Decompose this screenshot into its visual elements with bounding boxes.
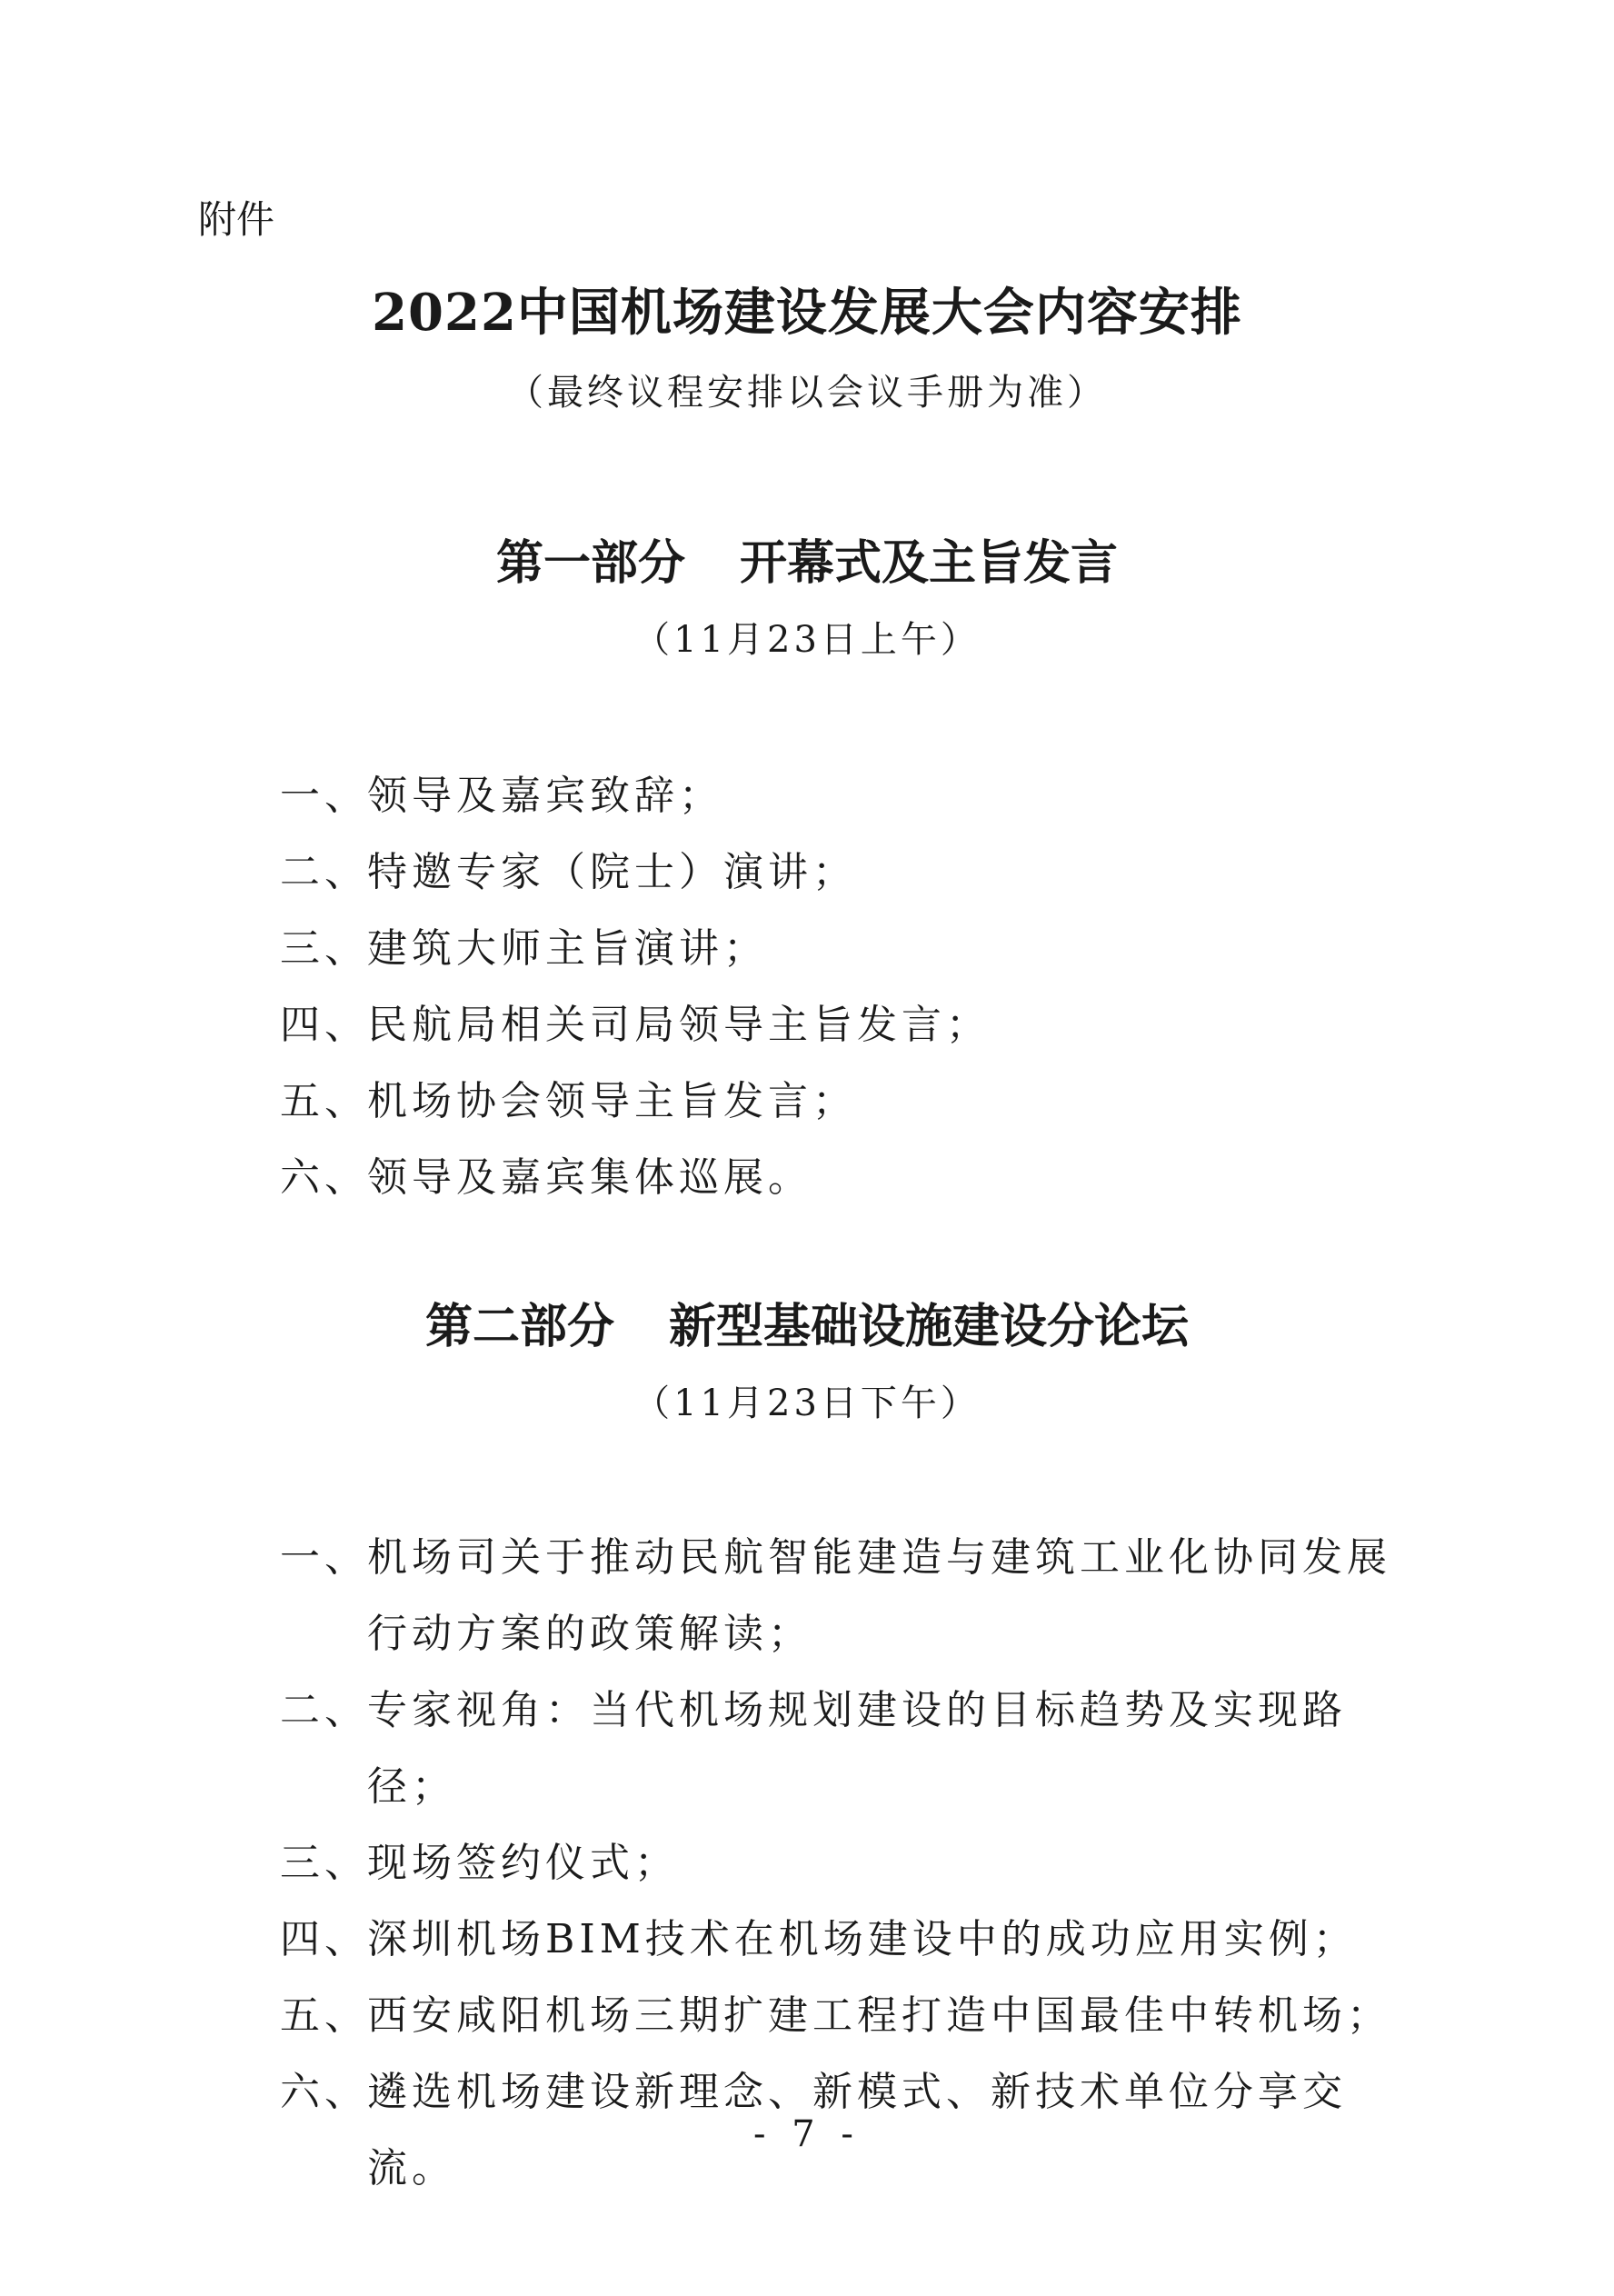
list-item: 六、 遴选机场建设新理念、新模式、新技术单位分享交流。	[280, 2069, 1347, 2191]
document-title: 2022中国机场建设发展大会内容安排	[372, 283, 1242, 343]
list-item: 四、 民航局相关司局领导主旨发言；	[280, 1002, 991, 1048]
list-item: 五、 西安咸阳机场三期扩建工程打造中国最佳中转机场；	[280, 1992, 1391, 2039]
section-2-part: 第二部分	[424, 1299, 614, 1354]
document-subtitle: （最终议程安排以会议手册为准）	[507, 372, 1107, 414]
list-item: 三、 现场签约仪式；	[280, 1840, 679, 1886]
section-2-heading	[0, 1294, 1614, 1360]
list-item: 六、 领导及嘉宾集体巡展。	[280, 1154, 812, 1201]
section-1-list	[280, 758, 1425, 1216]
page-number: - 7 -	[753, 2113, 861, 2155]
section-2-list	[280, 1520, 1425, 2207]
section-1-heading	[0, 531, 1614, 596]
list-item: 二、 专家视角：当代机场规划建设的目标趋势及实现路径；	[280, 1687, 1347, 1810]
section-2-date: （11月23日下午）	[633, 1383, 981, 1424]
list-item: 五、 机场协会领导主旨发言；	[280, 1078, 857, 1124]
section-1-part: 第一部分	[495, 535, 685, 591]
list-item: 二、 特邀专家（院士）演讲；	[280, 849, 857, 895]
list-item: 三、 建筑大师主旨演讲；	[280, 925, 768, 972]
attachment-label: 附件	[198, 197, 275, 242]
list-item: 四、 深圳机场BIM技术在机场建设中的成功应用实例；	[280, 1916, 1358, 1962]
list-item: 一、 机场司关于推动民航智能建造与建筑工业化协同发展行动方案的政策解读；	[280, 1534, 1391, 1657]
section-1-date: （11月23日上午）	[633, 619, 981, 661]
section-1-name: 开幕式及主旨发言	[740, 535, 1119, 591]
section-2-name: 新型基础设施建设分论坛	[669, 1299, 1190, 1354]
list-item: 一、 领导及嘉宾致辞；	[280, 773, 723, 819]
